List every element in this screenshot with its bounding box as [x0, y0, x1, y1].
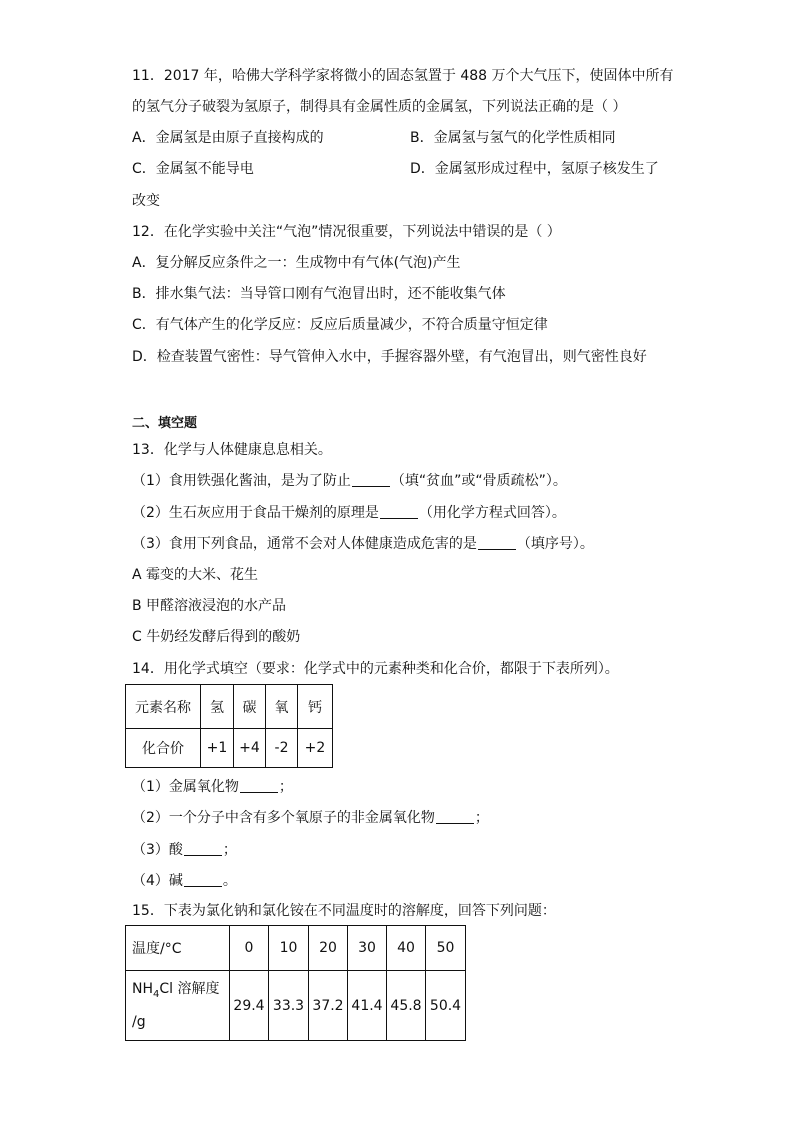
q13-part3-text-b: （填序号）。 — [516, 536, 594, 552]
q15-solubility-table — [125, 925, 466, 1041]
q11-option-d: D．金属氢形成过程中，氢原子核发生了 — [410, 161, 659, 177]
q13-part2-text-a: （2）生石灰应用于食品干燥剂的原理是 — [132, 505, 379, 521]
q14-part3-text: （3）酸 — [132, 842, 183, 858]
q12-option-d: D．检查装置气密性：导气管伸入水中，手握容器外壁，有气泡冒出，则气密性良好 — [132, 349, 647, 365]
q13-option-a: A 霉变的大米、花生 — [132, 567, 259, 583]
q15-row-label — [126, 971, 230, 1041]
q14-valence-table — [125, 684, 333, 768]
q14-table-cell: 钙 — [298, 685, 333, 729]
q12-option-c: C．有气体产生的化学反应：反应后质量减少，不符合质量守恒定律 — [132, 317, 548, 333]
q13-part2 — [132, 503, 566, 523]
q15-table-cell: 37.2 — [309, 971, 348, 1041]
q15-table-cell: 10 — [269, 926, 309, 971]
q15-table-cell: 0 — [230, 926, 269, 971]
q15-table-cell: 40 — [387, 926, 426, 971]
q12-stem: 12．在化学实验中关注“气泡”情况很重要，下列说法中错误的是（ ） — [132, 224, 561, 240]
q14-table-cell: 元素名称 — [126, 685, 201, 729]
q14-table-cell: +1 — [201, 729, 234, 768]
q14-part4 — [132, 871, 237, 891]
q14-table-cell: +2 — [298, 729, 333, 768]
q15-table-cell: 29.4 — [230, 971, 269, 1041]
q13-part2-text-b: （用化学方程式回答）。 — [418, 505, 566, 521]
q14-part2 — [132, 808, 489, 828]
q13-part3 — [132, 534, 594, 554]
q15-table-cell: 41.4 — [348, 971, 387, 1041]
q12-option-b: B．排水集气法：当导管口刚有气泡冒出时，还不能收集气体 — [132, 286, 506, 302]
q13-part3-blank[interactable] — [478, 535, 516, 550]
q15-row-label-pre: NH — [132, 980, 153, 997]
q14-table-cell: 氧 — [266, 685, 298, 729]
q15-table-cell: 温度/°C — [126, 926, 230, 971]
q15-table-cell: 20 — [309, 926, 348, 971]
q14-table-cell: 碳 — [234, 685, 266, 729]
q15-table-cell: 45.8 — [387, 971, 426, 1041]
q14-table-cell: +4 — [234, 729, 266, 768]
section-title: 二、填空题 — [132, 416, 198, 431]
q13-part2-blank[interactable] — [380, 504, 418, 519]
q13-part1-blank[interactable] — [352, 472, 390, 487]
q14-part1 — [132, 777, 293, 797]
q11-line2: 的氢气分子破裂为氢原子，制得具有金属性质的金属氢，下列说法正确的是（ ） — [132, 99, 627, 115]
q14-part1-text: （1）金属氧化物 — [132, 779, 239, 795]
q11-line1: 11．2017 年，哈佛大学科学家将微小的固态氢置于 488 万个大气压下，使固体中所有 — [132, 68, 674, 84]
q13-option-b: B 甲醛溶液浸泡的水产品 — [132, 598, 287, 614]
q14-part1-blank[interactable] — [240, 778, 278, 793]
q15-table-cell: 50 — [426, 926, 466, 971]
q14-part4-text: （4）碱 — [132, 873, 183, 889]
q15-table-cell: 30 — [348, 926, 387, 971]
q14-part3-blank[interactable] — [184, 841, 222, 856]
q14-stem: 14．用化学式填空（要求：化学式中的元素种类和化合价，都限于下表所列）。 — [132, 661, 619, 677]
q14-part4-punct: 。 — [222, 873, 237, 889]
q14-part1-punct: ； — [278, 779, 293, 795]
q12-option-a: A．复分解反应条件之一：生成物中有气体(气泡)产生 — [132, 255, 461, 271]
q13-part1 — [132, 471, 567, 491]
q11-option-a: A．金属氢是由原子直接构成的 — [132, 130, 324, 146]
q13-option-c: C 牛奶经发酵后得到的酸奶 — [132, 629, 301, 645]
q14-part4-blank[interactable] — [184, 872, 222, 887]
q14-part2-blank[interactable] — [436, 809, 474, 824]
q11-option-d-continued: 改变 — [132, 193, 160, 209]
q13-stem: 13．化学与人体健康息息相关。 — [132, 442, 332, 458]
q15-row-label-post: Cl 溶解度 — [159, 980, 220, 997]
q14-part2-text: （2）一个分子中含有多个氧原子的非金属氧化物 — [132, 810, 435, 826]
q11-option-b: B．金属氢与氢气的化学性质相同 — [410, 130, 616, 146]
q15-row-label-sub: 4 — [153, 988, 160, 1000]
q13-part3-text-a: （3）食用下列食品，通常不会对人体健康造成危害的是 — [132, 536, 477, 552]
q14-table-cell: -2 — [266, 729, 298, 768]
q14-table-cell: 氢 — [201, 685, 234, 729]
q15-row-label-unit: /g — [132, 1014, 146, 1031]
q14-table-cell: 化合价 — [126, 729, 201, 768]
q14-part3-punct: ； — [222, 842, 237, 858]
q11-option-c: C．金属氢不能导电 — [132, 161, 254, 177]
q13-part1-text-b: （填“贫血”或“骨质疏松”）。 — [390, 473, 567, 489]
q13-part1-text-a: （1）食用铁强化酱油，是为了防止 — [132, 473, 351, 489]
q15-table-cell: 50.4 — [426, 971, 466, 1041]
q15-table-cell: 33.3 — [269, 971, 309, 1041]
q14-part3 — [132, 840, 237, 860]
q15-stem: 15．下表为氯化钠和氯化铵在不同温度时的溶解度，回答下列问题： — [132, 903, 556, 919]
q14-part2-punct: ； — [474, 810, 489, 826]
